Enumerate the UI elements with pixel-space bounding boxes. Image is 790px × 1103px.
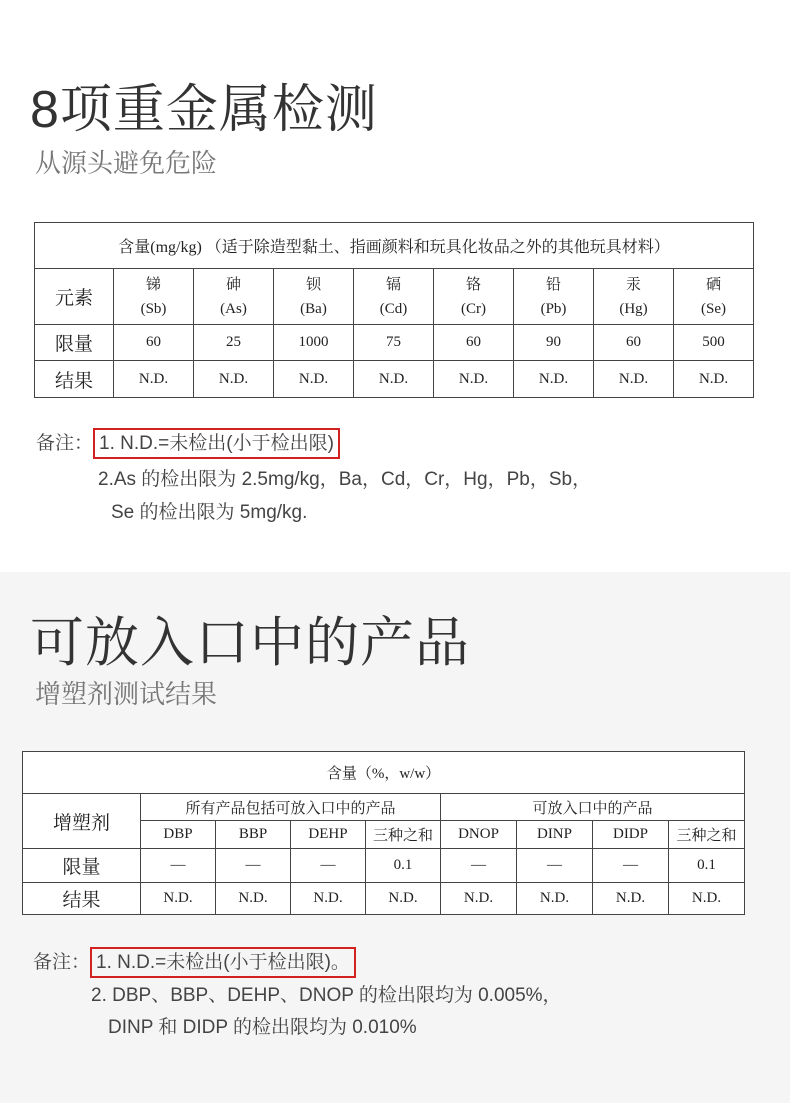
notes-line3: Se 的检出限为 5mg/kg. xyxy=(111,502,308,523)
row-label-limit: 限量 xyxy=(35,325,114,361)
nd-definition-highlight: 1. N.D.=未检出(小于检出限) xyxy=(93,428,340,459)
element-cell: 铬 (Cr) xyxy=(434,269,514,325)
limit-cell: 500 xyxy=(674,325,754,361)
heavy-metals-table xyxy=(34,222,754,398)
column-header: 三种之和 xyxy=(669,821,745,849)
result-cell: N.D. xyxy=(434,361,514,398)
column-header: DBP xyxy=(141,821,216,849)
result-cell: N.D. xyxy=(114,361,194,398)
limit-cell: — xyxy=(216,849,291,883)
result-cell: N.D. xyxy=(274,361,354,398)
section1-subtitle: 从源头避免危险 xyxy=(35,148,218,178)
column-header: DINP xyxy=(517,821,593,849)
section2-subtitle: 增塑剂测试结果 xyxy=(35,679,218,709)
column-header: DNOP xyxy=(441,821,517,849)
element-cell: 镉 (Cd) xyxy=(354,269,434,325)
limit-cell: 60 xyxy=(594,325,674,361)
column-header: 三种之和 xyxy=(366,821,441,849)
result-cell: N.D. xyxy=(366,883,441,915)
limit-cell: 75 xyxy=(354,325,434,361)
table-header: 含量（%，w/w） xyxy=(23,752,745,794)
limit-cell: — xyxy=(291,849,366,883)
result-cell: N.D. xyxy=(441,883,517,915)
element-cell: 钡 (Ba) xyxy=(274,269,354,325)
section2-title: 可放入口中的产品 xyxy=(30,613,470,673)
limit-cell: 60 xyxy=(114,325,194,361)
section1-title: 8项重金属检测 xyxy=(30,81,378,139)
limit-cell: — xyxy=(517,849,593,883)
limit-cell: — xyxy=(441,849,517,883)
table-header: 含量(mg/kg) （适于除造型黏土、指画颜料和玩具化妆品之外的其他玩具材料） xyxy=(35,223,754,269)
element-cell: 锑 (Sb) xyxy=(114,269,194,325)
notes-line2: 2.As 的检出限为 2.5mg/kg，Ba，Cd，Cr，Hg，Pb，Sb， xyxy=(98,469,592,490)
limit-cell: — xyxy=(141,849,216,883)
result-cell: N.D. xyxy=(669,883,745,915)
result-cell: N.D. xyxy=(354,361,434,398)
result-cell: N.D. xyxy=(514,361,594,398)
plasticizer-section xyxy=(0,572,790,1103)
element-cell: 硒 (Se) xyxy=(674,269,754,325)
group-header-all-products: 所有产品包括可放入口中的产品 xyxy=(141,794,441,821)
element-cell: 汞 (Hg) xyxy=(594,269,674,325)
notes-line1 xyxy=(36,434,340,453)
row-label-result: 结果 xyxy=(35,361,114,398)
element-cell: 铅 (Pb) xyxy=(514,269,594,325)
result-cell: N.D. xyxy=(593,883,669,915)
column-header: BBP xyxy=(216,821,291,849)
row-label-plasticizer: 增塑剂 xyxy=(23,794,141,849)
limit-cell: 60 xyxy=(434,325,514,361)
element-cell: 砷 (As) xyxy=(194,269,274,325)
plasticizer-table xyxy=(22,751,745,915)
result-cell: N.D. xyxy=(594,361,674,398)
row-label-limit: 限量 xyxy=(23,849,141,883)
row-label-element: 元素 xyxy=(35,269,114,325)
limit-cell: — xyxy=(593,849,669,883)
result-cell: N.D. xyxy=(216,883,291,915)
limit-cell: 25 xyxy=(194,325,274,361)
limit-cell: 0.1 xyxy=(669,849,745,883)
result-cell: N.D. xyxy=(291,883,366,915)
column-header: DEHP xyxy=(291,821,366,849)
notes-line1 xyxy=(33,953,356,972)
nd-definition-highlight: 1. N.D.=未检出(小于检出限)。 xyxy=(90,947,356,978)
notes-line2: 2. DBP、BBP、DEHP、DNOP 的检出限均为 0.005%， xyxy=(91,985,562,1006)
result-cell: N.D. xyxy=(517,883,593,915)
notes-line3: DINP 和 DIDP 的检出限均为 0.010% xyxy=(108,1017,417,1038)
column-header: DIDP xyxy=(593,821,669,849)
row-label-result: 结果 xyxy=(23,883,141,915)
limit-cell: 1000 xyxy=(274,325,354,361)
notes-prefix: 备注： xyxy=(33,952,91,973)
result-cell: N.D. xyxy=(194,361,274,398)
group-header-mouth-products: 可放入口中的产品 xyxy=(441,794,745,821)
result-cell: N.D. xyxy=(674,361,754,398)
limit-cell: 90 xyxy=(514,325,594,361)
result-cell: N.D. xyxy=(141,883,216,915)
notes-prefix: 备注： xyxy=(36,433,94,454)
limit-cell: 0.1 xyxy=(366,849,441,883)
